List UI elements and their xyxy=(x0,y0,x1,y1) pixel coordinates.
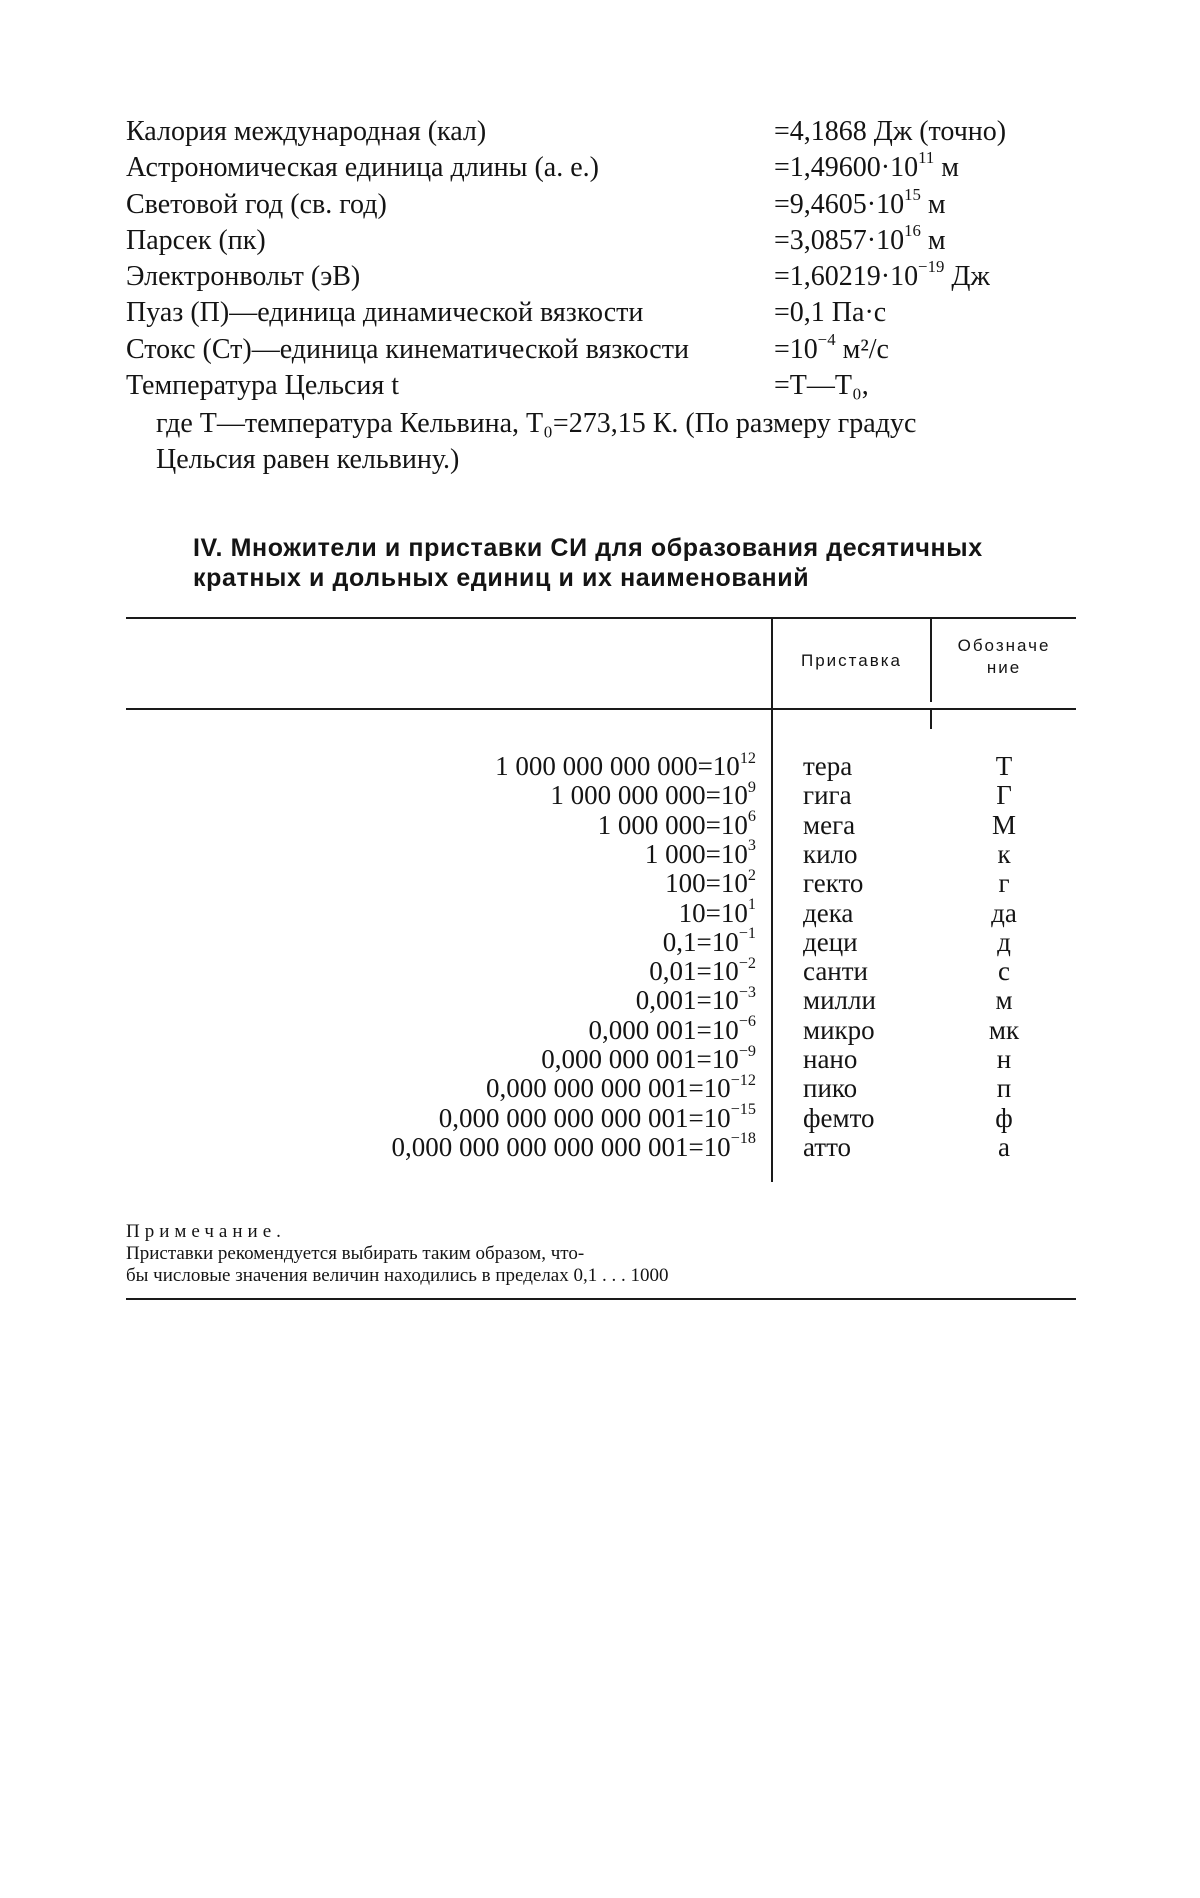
table-top-rule xyxy=(126,617,1076,619)
factor-exponent: −3 xyxy=(738,982,756,1001)
unit-name: Электронвольт (эВ) xyxy=(126,261,361,293)
symbol-cell: а xyxy=(998,1131,1010,1162)
unit-row xyxy=(126,114,1086,150)
factor-cell xyxy=(495,748,756,781)
table-header-rule xyxy=(126,708,1076,710)
prefix-cell: тера xyxy=(803,751,853,781)
unit-value xyxy=(774,184,946,223)
factor-cell xyxy=(665,865,756,899)
column-header-symbol-line: Обозначе xyxy=(957,636,1051,655)
prefix-cell: фемто xyxy=(803,1102,875,1133)
factor-exponent: −15 xyxy=(730,1100,756,1119)
symbol-cell: М xyxy=(991,809,1016,840)
factor-cell xyxy=(649,953,756,987)
factor-cell xyxy=(541,1041,756,1074)
temperature-note-line: где T—температура Кельвина, T₀=273,15 К. (По размеру градус xyxy=(156,408,917,440)
unit-name: Парсек (пк) xyxy=(126,224,266,256)
unit-value xyxy=(774,259,990,295)
symbol-cell: да xyxy=(991,897,1017,928)
unit-row xyxy=(126,329,1086,368)
unit-value-suffix: м xyxy=(920,224,946,256)
table-note xyxy=(126,1221,1076,1287)
factor-value: 0,01=10 xyxy=(649,956,739,987)
symbol-cell: к xyxy=(997,838,1011,869)
symbol-cell: н xyxy=(996,1044,1012,1074)
table-row xyxy=(126,807,1076,840)
table-row xyxy=(126,1070,1076,1104)
factor-value: 10=10 xyxy=(678,897,748,928)
bottom-rule xyxy=(126,1298,1076,1300)
factor-exponent: −18 xyxy=(730,1129,756,1148)
unit-value xyxy=(774,150,959,186)
factor-exponent: −2 xyxy=(738,953,756,972)
table-row xyxy=(126,777,1076,811)
temperature-note xyxy=(126,406,1086,478)
factor-value: 0,1=10 xyxy=(662,926,739,957)
table-row xyxy=(126,982,1076,1016)
factor-value: 1 000 000 000=10 xyxy=(550,780,748,811)
unit-value-exponent: −19 xyxy=(918,257,945,277)
prefix-cell: кило xyxy=(803,838,858,869)
unit-name: Стокс (Ст)—единица кинематической вязкости xyxy=(126,333,689,365)
table-column-divider xyxy=(930,617,932,702)
factor-exponent: 9 xyxy=(747,777,756,796)
factor-value: 0,000 001=10 xyxy=(588,1014,739,1045)
prefix-cell: пико xyxy=(803,1073,858,1104)
table-row xyxy=(126,924,1076,957)
units-list xyxy=(126,114,1086,478)
table-row xyxy=(126,865,1076,899)
prefix-cell: гекто xyxy=(803,868,864,899)
table-row xyxy=(126,1129,1076,1162)
unit-value: =4,1868 Дж (точно) xyxy=(774,116,1007,147)
unit-name: Калория международная (кал) xyxy=(126,116,487,147)
table-row xyxy=(126,836,1076,869)
unit-value-exponent: 16 xyxy=(904,221,921,241)
unit-value-base: =9,4605·10 xyxy=(774,188,905,220)
prefix-cell: санти xyxy=(803,956,868,987)
note-text: Приставки рекомендуется выбирать таким образом, что- xyxy=(126,1243,585,1264)
factor-value: 0,000 000 000 000 000 001=10 xyxy=(391,1131,731,1162)
symbol-cell: ф xyxy=(995,1102,1013,1133)
unit-name: Световой год (св. год) xyxy=(126,188,387,220)
note-line xyxy=(126,1221,1076,1265)
unit-value-suffix: Дж xyxy=(944,261,990,293)
note-line: бы числовые значения величин находились в пределах 0,1 . . . 1000 xyxy=(126,1265,669,1286)
unit-row xyxy=(126,150,1086,186)
unit-value-exponent: 15 xyxy=(904,184,921,204)
factor-cell xyxy=(597,807,756,840)
table-row xyxy=(126,953,1076,987)
unit-row xyxy=(126,223,1086,259)
column-header-symbol-line: ние xyxy=(986,658,1022,677)
factor-exponent: 1 xyxy=(747,895,756,914)
symbol-cell: с xyxy=(998,956,1010,987)
section-heading-line: кратных и дольных единиц и их наименований xyxy=(193,564,810,592)
factor-exponent: −6 xyxy=(738,1012,756,1031)
factor-exponent: −9 xyxy=(738,1041,756,1060)
table-row xyxy=(126,1041,1076,1074)
factor-cell xyxy=(485,1070,756,1104)
factor-exponent: 3 xyxy=(747,836,756,855)
factor-cell xyxy=(438,1100,756,1133)
factor-value: 1 000 000=10 xyxy=(597,809,748,840)
symbol-cell: г xyxy=(998,868,1010,899)
factor-cell xyxy=(391,1129,756,1162)
unit-row xyxy=(126,184,1086,223)
symbol-cell: м xyxy=(995,985,1013,1016)
factor-cell xyxy=(635,982,756,1016)
prefix-cell: нано xyxy=(803,1044,858,1074)
symbol-cell: Г xyxy=(996,780,1012,811)
factor-exponent: −12 xyxy=(730,1070,756,1089)
si-prefix-table xyxy=(126,617,1076,1187)
symbol-cell: п xyxy=(996,1073,1012,1104)
section-heading-line: IV. Множители и приставки СИ для образования десятичных xyxy=(193,534,983,562)
table-row xyxy=(126,1100,1076,1133)
unit-row xyxy=(126,295,1086,331)
prefix-cell: атто xyxy=(803,1131,852,1162)
note-label: Примечание. xyxy=(126,1221,286,1242)
factor-value: 100=10 xyxy=(665,868,748,899)
prefix-cell: милли xyxy=(803,985,876,1016)
factor-cell xyxy=(662,924,756,957)
factor-value: 0,001=10 xyxy=(635,985,739,1016)
factor-cell xyxy=(588,1012,756,1045)
symbol-cell: д xyxy=(997,926,1011,957)
unit-value-base: =10 xyxy=(774,333,818,365)
factor-exponent: −1 xyxy=(738,924,756,943)
table-row xyxy=(126,748,1076,781)
unit-value-exponent: −4 xyxy=(817,329,836,349)
factor-value: 1 000=10 xyxy=(644,838,748,869)
unit-value-suffix: м xyxy=(934,152,960,184)
factor-exponent: 12 xyxy=(739,748,756,767)
prefix-cell: гига xyxy=(803,780,852,811)
unit-name: Пуаз (П)—единица динамической вязкости xyxy=(126,297,644,329)
factor-exponent: 2 xyxy=(747,865,756,884)
unit-row xyxy=(126,259,1086,295)
unit-value xyxy=(774,329,889,368)
unit-name: Астрономическая единица длины (а. е.) xyxy=(126,152,599,184)
unit-value-base: =3,0857·10 xyxy=(774,224,905,256)
unit-value-suffix: м xyxy=(920,188,946,220)
unit-value-suffix: м²/с xyxy=(835,333,889,365)
unit-value xyxy=(774,223,946,259)
factor-value: 0,000 000 000 000 001=10 xyxy=(438,1102,731,1133)
factor-cell xyxy=(644,836,756,869)
factor-cell xyxy=(550,777,756,811)
unit-value: =0,1 Па·с xyxy=(774,297,887,329)
prefix-cell: микро xyxy=(803,1014,875,1045)
unit-value: =T—T₀, xyxy=(774,370,869,402)
unit-name: Температура Цельсия t xyxy=(126,370,400,402)
section-heading xyxy=(193,533,1073,593)
unit-row xyxy=(126,368,1086,404)
table-row xyxy=(126,1012,1076,1045)
factor-value: 0,000 000 001=10 xyxy=(541,1044,739,1074)
factor-value: 1 000 000 000 000=10 xyxy=(495,751,740,781)
unit-value-base: =1,49600·10 xyxy=(774,152,919,184)
column-header-prefix: Приставка xyxy=(800,651,903,670)
table-row xyxy=(126,895,1076,928)
prefix-cell: мега xyxy=(803,809,856,840)
symbol-cell: мк xyxy=(988,1014,1020,1045)
unit-value-base: =1,60219·10 xyxy=(774,261,919,293)
factor-exponent: 6 xyxy=(747,807,756,826)
column-header-symbol xyxy=(934,635,1074,679)
symbol-cell: Т xyxy=(995,751,1013,781)
prefix-cell: дека xyxy=(803,897,854,928)
factor-value: 0,000 000 000 001=10 xyxy=(485,1073,731,1104)
table-column-divider xyxy=(930,710,932,729)
unit-value-exponent: 11 xyxy=(918,148,935,168)
temperature-note-line: Цельсия равен кельвину.) xyxy=(156,444,460,476)
prefix-cell: деци xyxy=(803,926,858,957)
